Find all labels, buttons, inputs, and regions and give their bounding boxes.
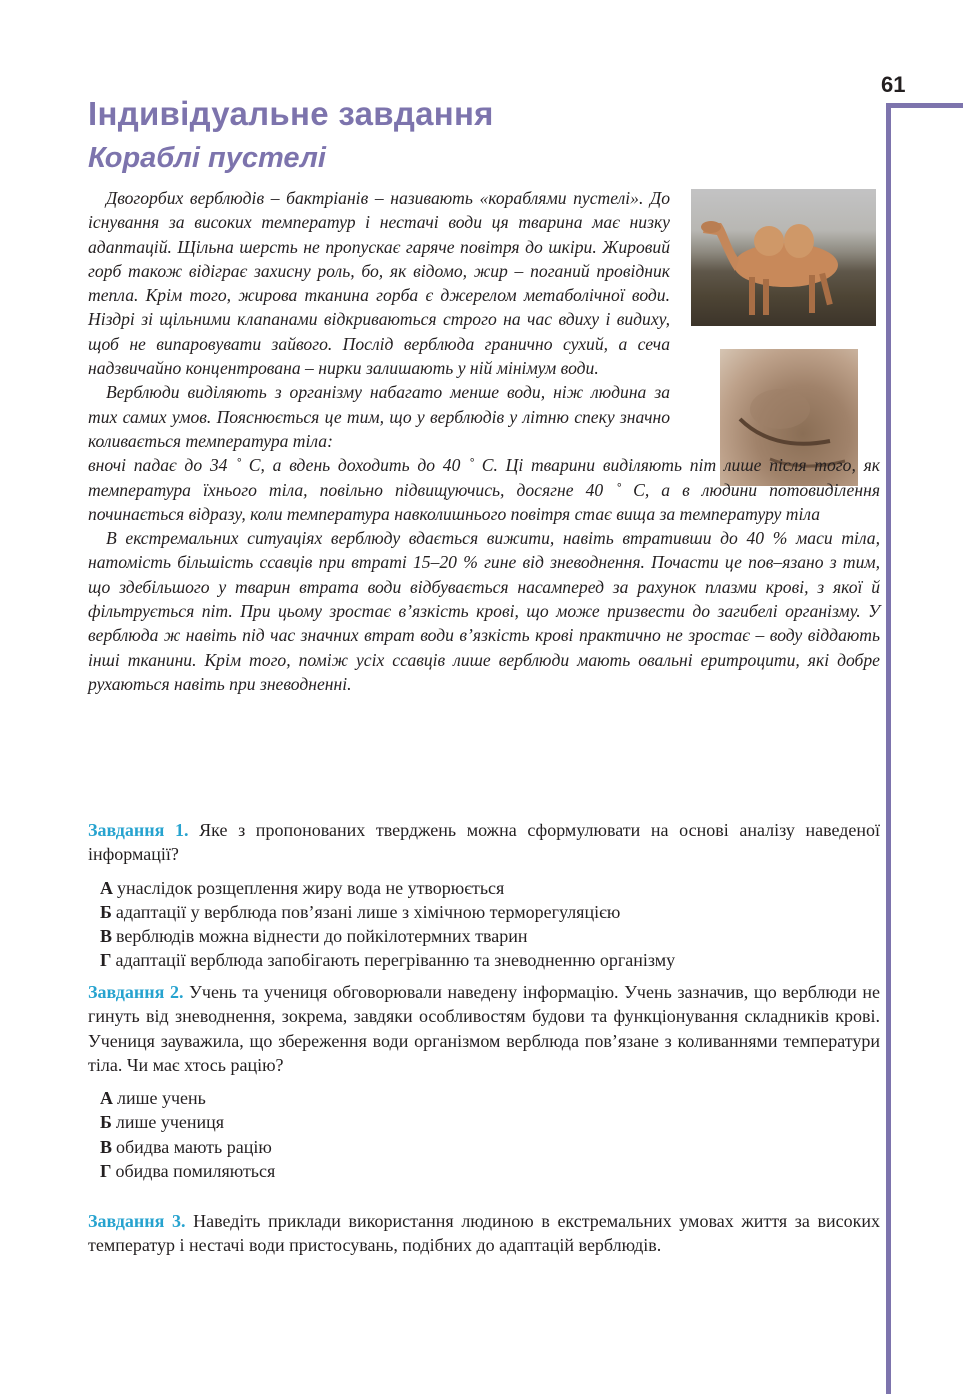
option-text: адаптації у верблюда пов’язані лише з хімічною терморегуляцією [115,901,621,922]
task-1-option-c[interactable] [100,924,880,948]
option-letter: Г [100,1161,112,1182]
option-text: лише учень [117,1088,206,1109]
option-letter: Б [100,901,112,922]
task-3 [88,1209,880,1258]
task-3-question: Наведіть приклади використання людиною в екстремальних умовах життя за високих температур і нестачі води пристосувань, подібних до адаптацій верблюдів. [88,1211,880,1256]
option-letter: В [100,926,113,947]
option-text: обидва помиляються [115,1161,276,1182]
option-letter: А [100,1088,113,1109]
task-2-options [88,1086,880,1183]
option-text: лише учениця [115,1112,225,1133]
page-band-top [886,103,963,108]
task-2-option-b[interactable] [100,1110,880,1134]
option-letter: А [100,877,113,898]
task-3-label: Завдання 3. [88,1211,186,1231]
intro-paragraph-1: Двогорбих верблюдів – бактріанів – називають «кораблями пустелі». До існування за високих температур і нестачі води ця тварина має низку адаптацій. Щільна шерсть не пропускає гаряче повітря до шкіри. Жировий горб також відіграє захисну роль, бо, як відомо, жир – поганий провідник тепла. Крім того, жирова тканина горба є джерелом метаболічної води. Ніздрі зі щільними клапанами відкриваються строго на час вдиху і видиху, щоб не випаровувати зайвого. Послід верблюда гранично сухий, а сеча надзвичайно концентрована – нирки залишають у ній мінімум води. [88,188,670,379]
intro-paragraph-3: В екстремальних ситуаціях верблюду вдається вижити, навіть втративши до 40 % маси тіла, натомість більшість ссавців при втраті 15–20 % гине від зневоднення. Почасти це пов–язано з тим, що здебільшого у тварин втрата води відбувається насамперед за рахунок плазми крові, з якої й фільтрується піт. При цьому зростає в’язкість крові, що може призвести до загибелі організму. У верблюда ж навіть під час значних втрат води в’язкість крові практично не зростає – воду віддають інші тканини. Крім того, поміж усіх ссавців лише верблюди мають овальні еритроцити, які добре рухаються навіть при зневодненні. [88,528,880,694]
task-1-option-a[interactable] [100,876,880,900]
intro-text [88,186,880,696]
page-band-side [886,103,891,1394]
task-1-options [88,876,880,973]
task-1-option-b[interactable] [100,900,880,924]
page-title: Індивідуальне завдання [88,95,494,132]
page-number: 61 [881,72,906,97]
task-1-option-d[interactable] [100,948,880,972]
task-2-question: Учень та учениця обговорювали наведену інформацію. Учень зазначив, що верблюди не гинуть від зневоднення, зокрема, завдяки особливостям будови та функціонування складників крові. Учениця зауважила, що збереження води організмом верблюда пов’язане з коливаннями температури тіла. Чи має хтось рацію? [88,982,881,1075]
option-text: адаптації верблюда запобігають перегріванню та зневодненню організму [115,950,676,971]
intro-paragraph-2-start: Верблюди виділяють з організму набагато менше води, ніж людина за тих самих умов. Пояснюється це тим, що у верблюдів у літню спеку значно коливається температура тіла: [88,382,670,451]
option-text: унаслідок розщеплення жиру вода не утворюється [117,877,505,898]
task-1 [88,818,880,973]
option-text: верблюдів можна віднести до пойкілотермних тварин [116,926,528,947]
option-letter: Г [100,950,112,971]
task-2 [88,980,880,1183]
page-subtitle: Кораблі пустелі [88,142,326,174]
task-2-option-a[interactable] [100,1086,880,1110]
intro-paragraph-2-end: вночі падає до 34 ˚ С, а вдень доходить до 40 ˚ С. Ці тварини виділяють піт лише після того, як температура їхнього тіла, повільно підвищуючись, досягне 40 ˚ С, а в людини потовиділення починається відразу, коли температура навколишнього повітря стає вища за температуру тіла [88,455,880,524]
option-letter: В [100,1136,113,1157]
option-text: обидва мають рацію [116,1136,272,1157]
task-2-label: Завдання 2. [88,982,184,1002]
option-letter: Б [100,1112,112,1133]
task-1-question: Яке з пропонованих тверджень можна сформулювати на основі аналізу наведеної інформації? [88,820,881,865]
task-2-option-d[interactable] [100,1159,880,1183]
task-1-label: Завдання 1. [88,820,189,840]
task-2-option-c[interactable] [100,1135,880,1159]
